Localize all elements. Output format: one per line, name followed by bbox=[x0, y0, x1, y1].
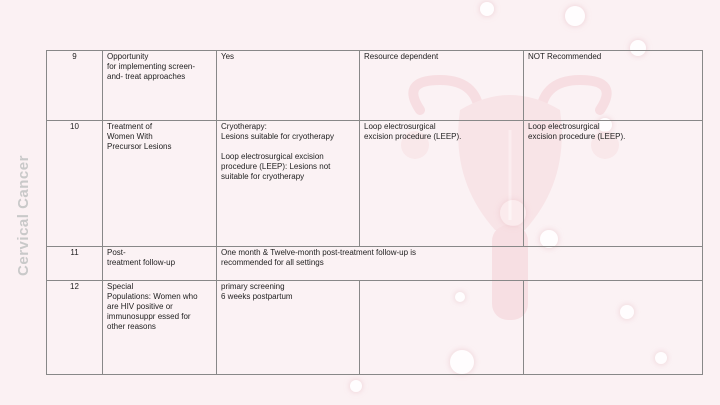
topic-cell: Post- treatment follow-up bbox=[103, 247, 217, 281]
table-row bbox=[47, 121, 703, 247]
row-number: 12 bbox=[47, 281, 103, 375]
row-number: 9 bbox=[47, 51, 103, 121]
background-bubble bbox=[565, 6, 585, 26]
background-bubble bbox=[480, 2, 494, 16]
table-row bbox=[47, 51, 703, 121]
topic-cell: Special Populations: Women who are HIV positive or immunosuppr essed for other reasons bbox=[103, 281, 217, 375]
recommendation-cell bbox=[524, 281, 703, 375]
slide-title-text: Cervical Cancer bbox=[14, 154, 32, 276]
recommendation-cell: Cryotherapy: Lesions suitable for cryotherapy Loop electrosurgical excision procedure (LEEP): Lesions not suitable for cryotherapy bbox=[217, 121, 360, 247]
recommendation-cell: Resource dependent bbox=[360, 51, 524, 121]
vertical-slide-title bbox=[8, 150, 38, 280]
topic-cell: Opportunity for implementing screen- and- treat approaches bbox=[103, 51, 217, 121]
background-bubble bbox=[350, 380, 362, 392]
recommendation-cell: Yes bbox=[217, 51, 360, 121]
screening-guidelines-table bbox=[46, 50, 703, 375]
row-number: 10 bbox=[47, 121, 103, 247]
recommendation-cell: Loop electrosurgical excision procedure (LEEP). bbox=[360, 121, 524, 247]
recommendation-cell: NOT Recommended bbox=[524, 51, 703, 121]
row-number: 11 bbox=[47, 247, 103, 281]
recommendation-cell bbox=[360, 281, 524, 375]
table-row bbox=[47, 281, 703, 375]
recommendation-cell: Loop electrosurgical excision procedure (LEEP). bbox=[524, 121, 703, 247]
recommendation-cell: primary screening 6 weeks postpartum bbox=[217, 281, 360, 375]
topic-cell: Treatment of Women With Precursor Lesions bbox=[103, 121, 217, 247]
merged-recommendation-cell: One month & Twelve-month post-treatment follow-up is recommended for all settings bbox=[217, 247, 703, 281]
table-row bbox=[47, 247, 703, 281]
